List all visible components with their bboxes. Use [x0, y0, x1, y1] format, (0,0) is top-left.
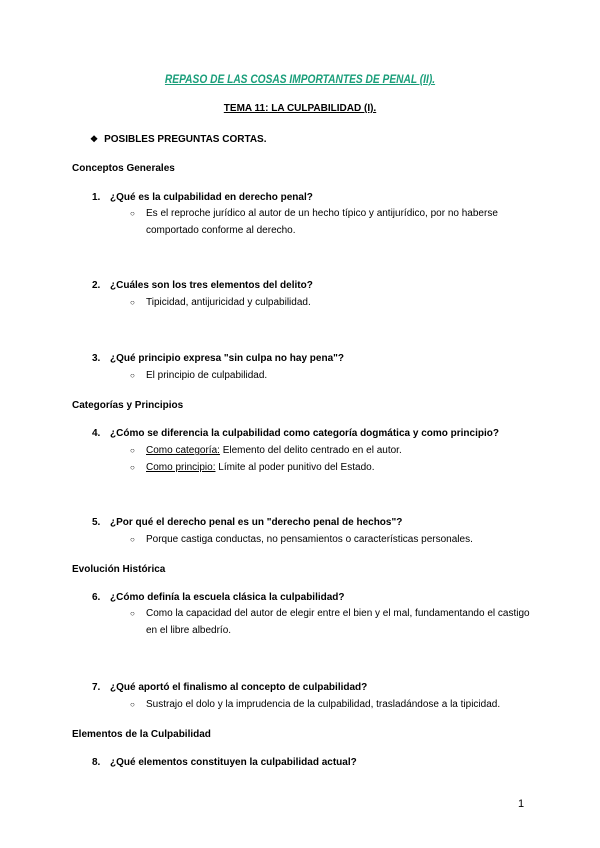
question-number: 7.	[92, 682, 101, 693]
question-4	[92, 428, 499, 439]
circle-bullet-icon: ○	[130, 446, 135, 455]
answer-text: Porque castiga conductas, no pensamientos o características personales.	[146, 534, 473, 545]
answer-text: Sustrajo el dolo y la imprudencia de la culpabilidad, trasladándose a la tipicidad.	[146, 699, 501, 710]
question-number: 4.	[92, 428, 101, 439]
question-5	[92, 517, 402, 528]
question-text: ¿Qué aportó el finalismo al concepto de culpabilidad?	[110, 682, 368, 693]
circle-bullet-icon: ○	[130, 700, 135, 709]
question-text: ¿Cómo se diferencia la culpabilidad como categoría dogmática y como principio?	[110, 428, 499, 439]
answer-4b	[130, 459, 530, 476]
answer-label: Como categoría:	[146, 445, 220, 456]
question-text: ¿Qué elementos constituyen la culpabilidad actual?	[110, 757, 357, 768]
section-heading: Evolución Histórica	[72, 564, 166, 575]
diamond-bullet-icon: ❖	[90, 134, 99, 144]
question-6	[92, 592, 345, 603]
question-text: ¿Por qué el derecho penal es un "derecho penal de hechos"?	[110, 517, 403, 528]
question-text: ¿Qué principio expresa "sin culpa no hay pena"?	[110, 353, 344, 364]
answer-6	[130, 605, 530, 639]
circle-bullet-icon: ○	[130, 298, 135, 307]
answer-4a	[130, 442, 530, 459]
question-1	[92, 192, 313, 203]
question-number: 8.	[92, 757, 101, 768]
answer-7	[130, 696, 530, 713]
short-questions-heading	[90, 134, 267, 145]
answer-5	[130, 531, 530, 548]
circle-bullet-icon: ○	[130, 371, 135, 380]
answer-text: Es el reproche jurídico al autor de un hecho típico y antijurídico, por no haberse comportado conforme al derecho.	[146, 208, 498, 236]
answer-2	[130, 294, 530, 311]
answer-text: Tipicidad, antijuricidad y culpabilidad.	[146, 297, 311, 308]
answer-detail: Elemento del delito centrado en el autor.	[219, 445, 402, 456]
page-number: 1	[518, 798, 525, 810]
short-questions-label: POSIBLES PREGUNTAS CORTAS.	[104, 134, 267, 145]
answer-1	[130, 205, 530, 239]
question-number: 3.	[92, 353, 101, 364]
answer-detail: Límite al poder punitivo del Estado.	[215, 462, 375, 473]
answer-text	[130, 459, 530, 476]
section-heading: Conceptos Generales	[72, 163, 175, 174]
circle-bullet-icon: ○	[130, 609, 135, 618]
circle-bullet-icon: ○	[130, 535, 135, 544]
document-title: REPASO DE LAS COSAS IMPORTANTES DE PENAL (II).	[164, 72, 436, 86]
question-text: ¿Cuáles son los tres elementos del delito?	[110, 280, 313, 291]
question-3	[92, 353, 344, 364]
answer-label: Como principio:	[146, 462, 216, 473]
question-2	[92, 280, 313, 291]
answer-text: El principio de culpabilidad.	[146, 370, 268, 381]
question-text: ¿Cómo definía la escuela clásica la culpabilidad?	[110, 592, 345, 603]
topic-subtitle: TEMA 11: LA CULPABILIDAD (I).	[223, 103, 377, 114]
question-8	[92, 757, 357, 768]
circle-bullet-icon: ○	[130, 463, 135, 472]
section-heading: Elementos de la Culpabilidad	[72, 729, 211, 740]
circle-bullet-icon: ○	[130, 209, 135, 218]
question-text: ¿Qué es la culpabilidad en derecho penal?	[110, 192, 313, 203]
answer-text: Como la capacidad del autor de elegir entre el bien y el mal, fundamentando el castigo en el libre albedrío.	[146, 608, 530, 636]
question-number: 2.	[92, 280, 101, 291]
question-number: 1.	[92, 192, 101, 203]
question-number: 5.	[92, 517, 101, 528]
section-heading: Categorías y Principios	[72, 400, 184, 411]
question-7	[92, 682, 367, 693]
answer-3	[130, 367, 530, 384]
question-number: 6.	[92, 592, 101, 603]
answer-text	[130, 442, 530, 459]
